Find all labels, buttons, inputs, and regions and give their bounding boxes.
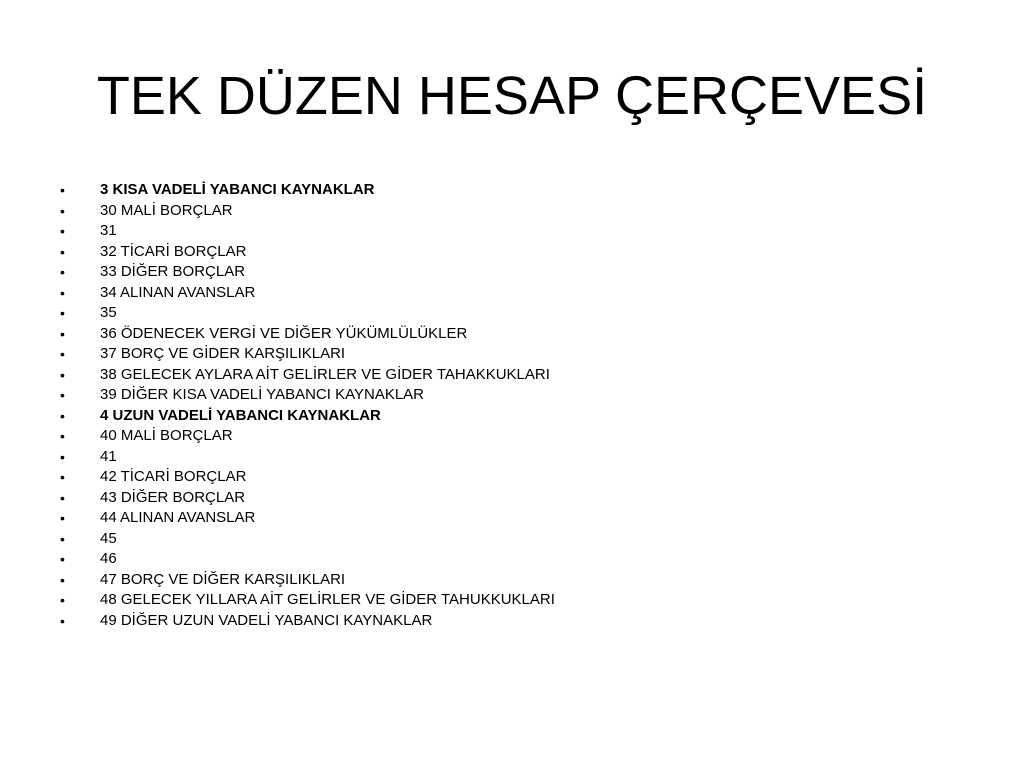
account-item-label: 48 GELECEK YILLARA AİT GELİRLER VE GİDER TAHUKKUKLARI <box>100 591 555 608</box>
bullet-icon: • <box>60 325 65 342</box>
account-item-label: 49 DİĞER UZUN VADELİ YABANCI KAYNAKLAR <box>100 611 433 629</box>
account-item-label: 42 TİCARİ BORÇLAR <box>100 468 247 485</box>
account-item-label: 44 ALINAN AVANSLAR <box>100 509 256 526</box>
bullet-icon: • <box>60 530 65 547</box>
account-item-label: 4 UZUN VADELİ YABANCI KAYNAKLAR <box>100 406 381 424</box>
bullet-icon: • <box>60 284 65 301</box>
account-item-label: 37 BORÇ VE GİDER KARŞILIKLARI <box>100 345 346 362</box>
bullet-icon: • <box>60 264 65 280</box>
account-item-label: 34 ALINAN AVANSLAR <box>100 283 256 301</box>
account-item-label: 31 <box>100 222 117 239</box>
account-item-label: 38 GELECEK AYLARA AİT GELİRLER VE GİDER TAHAKKUKLARI <box>100 365 550 383</box>
account-item-label: 45 <box>100 529 117 547</box>
account-item-label: 47 BORÇ VE DİĞER KARŞILIKLARI <box>100 570 346 588</box>
bullet-icon: • <box>60 305 65 321</box>
bullet-icon: • <box>60 202 65 219</box>
bullet-icon: • <box>60 551 65 567</box>
bullet-icon: • <box>60 469 65 485</box>
account-item-label: 30 MALİ BORÇLAR <box>100 201 233 219</box>
bullet-icon: • <box>60 571 65 588</box>
bullet-icon: • <box>60 428 65 444</box>
bullet-icon: • <box>60 448 65 465</box>
bullet-icon: • <box>60 612 65 629</box>
slide-title: TEK DÜZEN HESAP ÇERÇEVESİ <box>96 66 928 126</box>
bullet-icon: • <box>60 489 65 506</box>
bullet-icon: • <box>60 243 65 260</box>
account-item-label: 39 DİĞER KISA VADELİ YABANCI KAYNAKLAR <box>100 386 425 403</box>
account-item-label: 36 ÖDENECEK VERGİ VE DİĞER YÜKÜMLÜLÜKLER <box>100 324 468 342</box>
account-item-label: 40 MALİ BORÇLAR <box>100 427 233 444</box>
bullet-icon: • <box>60 366 65 383</box>
account-item-label: 43 DİĞER BORÇLAR <box>100 488 246 506</box>
account-item-label: 46 <box>100 550 117 567</box>
bullet-icon: • <box>60 592 65 608</box>
account-item-label: 41 <box>100 447 117 465</box>
bullet-icon: • <box>60 182 65 198</box>
account-item-label: 32 TİCARİ BORÇLAR <box>100 242 247 260</box>
bullet-icon: • <box>60 223 65 239</box>
bullet-icon: • <box>60 407 65 424</box>
account-item-label: 33 DİĞER BORÇLAR <box>100 263 246 280</box>
account-item-label: 35 <box>100 304 117 321</box>
bullet-icon: • <box>60 510 65 526</box>
bullet-icon: • <box>60 387 65 403</box>
account-item-label: 3 KISA VADELİ YABANCI KAYNAKLAR <box>100 181 375 198</box>
bullet-icon: • <box>60 346 65 362</box>
